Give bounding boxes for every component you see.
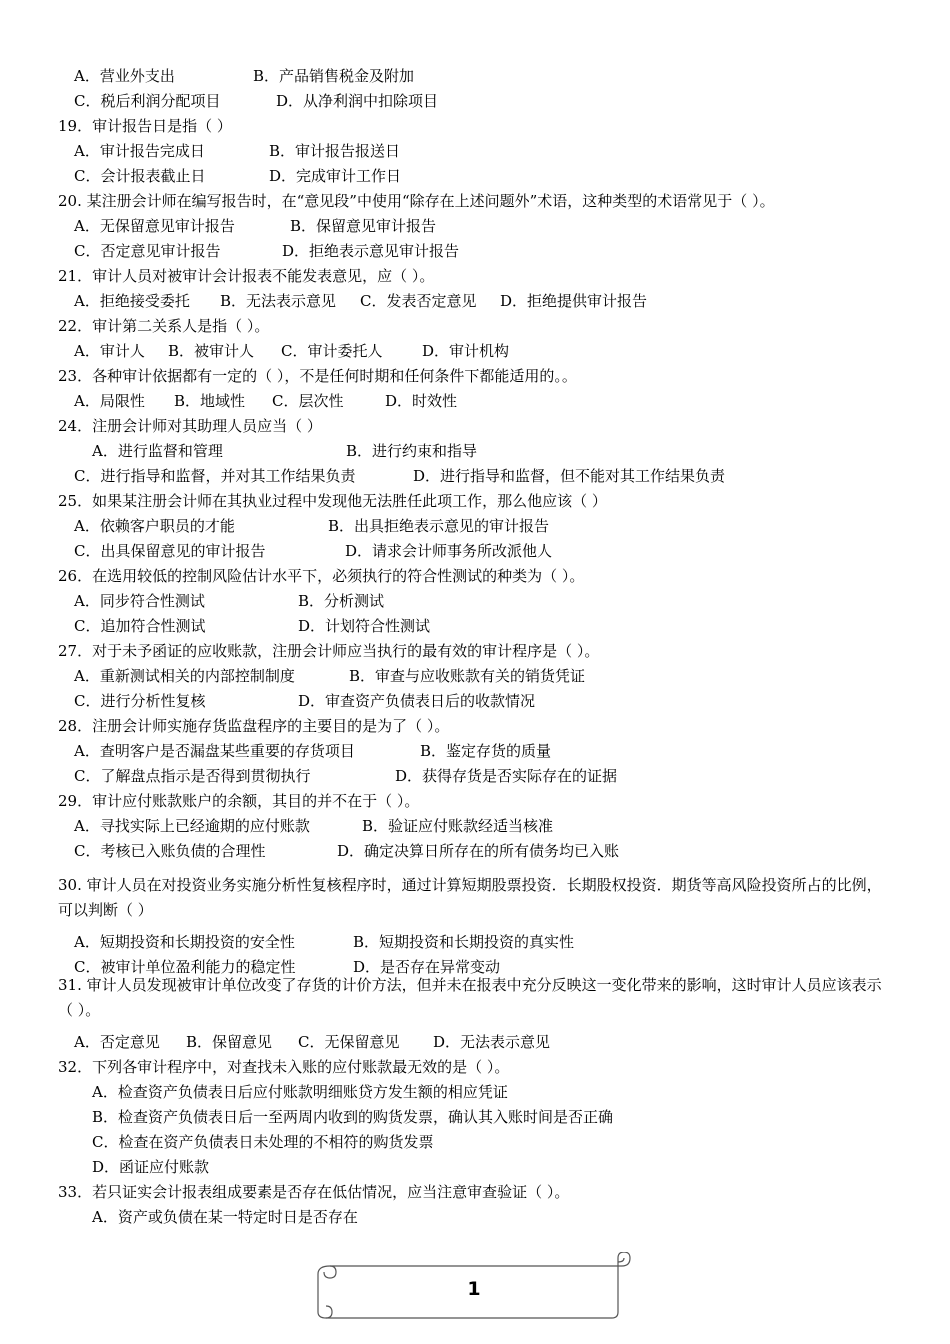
option-text: B．地域性 <box>174 392 246 410</box>
line-text: 32．下列各审计程序中，对查找未入账的应付账款最无效的是（ ）。 <box>58 1058 510 1076</box>
line-text: A．短期投资和长期投资的安全性 <box>74 933 295 951</box>
question-30: 30. 审计人员在对投资业务实施分析性复核程序时，通过计算短期股票投资．长期股权投资．期货等高风险投资所占的比例，可以判断（ ） <box>58 876 882 919</box>
line-text: C．税后利润分配项目 <box>74 92 221 110</box>
option-text: D．审查资产负债表日后的收款情况 <box>298 692 536 710</box>
option-text: C．审计委托人 <box>281 342 383 360</box>
line-text: 20. 某注册会计师在编写报告时，在“意见段”中使用“除存在上述问题外”术语，这种类型的术语常见于（ ）。 <box>58 192 775 210</box>
line-text: A．无保留意见审计报告 <box>74 217 235 235</box>
line-text: A．同步符合性测试 <box>74 592 205 610</box>
line-text: 26．在选用较低的控制风险估计水平下，必须执行的符合性测试的种类为（ ）。 <box>58 567 585 585</box>
option-text: D．审计机构 <box>422 342 510 360</box>
page-number: 1 <box>467 1278 481 1300</box>
option-text: B．短期投资和长期投资的真实性 <box>353 933 575 951</box>
option-text: D．请求会计师事务所改派他人 <box>345 542 553 560</box>
option-text: D．获得存货是否实际存在的证据 <box>395 767 618 785</box>
line-text: A．查明客户是否漏盘某些重要的存货项目 <box>74 742 355 760</box>
line-text: C．进行指导和监督，并对其工作结果负责 <box>74 467 356 485</box>
option-text: B．保留意见审计报告 <box>290 217 437 235</box>
line-text: C．了解盘点指示是否得到贯彻执行 <box>74 767 311 785</box>
line-text: A．检查资产负债表日后应付账款明细账贷方发生额的相应凭证 <box>92 1083 508 1101</box>
option-text: D．是否存在异常变动 <box>353 958 501 976</box>
line-text: C．考核已入账负债的合理性 <box>74 842 266 860</box>
line-text: A．拒绝接受委托 <box>74 292 190 310</box>
option-text: D．进行指导和监督，但不能对其工作结果负责 <box>413 467 726 485</box>
line-text: 28．注册会计师实施存货监盘程序的主要目的是为了（ ）。 <box>58 717 450 735</box>
line-text: 24．注册会计师对其助理人员应当（ ） <box>58 417 322 435</box>
option-text: D．计划符合性测试 <box>298 617 431 635</box>
option-text: B．无法表示意见 <box>220 292 337 310</box>
option-text: C．层次性 <box>272 392 344 410</box>
line-text: A．资产或负债在某一特定时日是否存在 <box>92 1208 358 1226</box>
option-text: C．发表否定意见 <box>360 292 477 310</box>
line-text: 19．审计报告日是指（ ） <box>58 117 232 135</box>
line-text: A．营业外支出 <box>74 67 175 85</box>
option-text: B．验证应付账款经适当核准 <box>362 817 554 835</box>
option-text: B．产品销售税金及附加 <box>253 67 415 85</box>
option-text: B．分析测试 <box>298 592 385 610</box>
line-text: C．进行分析性复核 <box>74 692 206 710</box>
option-text: B．被审计人 <box>168 342 255 360</box>
line-text: 21．审计人员对被审计会计报表不能发表意见，应（ ）。 <box>58 267 435 285</box>
line-text: C．被审计单位盈利能力的稳定性 <box>74 958 296 976</box>
line-text: 27．对于未予函证的应收账款，注册会计师应当执行的最有效的审计程序是（ ）。 <box>58 642 600 660</box>
option-text: C．无保留意见 <box>298 1033 400 1051</box>
option-text: D．从净利润中扣除项目 <box>276 92 439 110</box>
line-text: B．检查资产负债表日后一至两周内收到的购货发票，确认其入账时间是否正确 <box>92 1108 614 1126</box>
line-text: C．否定意见审计报告 <box>74 242 221 260</box>
line-text: C．会计报表截止日 <box>74 167 206 185</box>
line-text: 22．审计第二关系人是指（ ）。 <box>58 317 270 335</box>
option-text: B．出具拒绝表示意见的审计报告 <box>328 517 550 535</box>
line-text: A．审计报告完成日 <box>74 142 205 160</box>
option-text: D．拒绝表示意见审计报告 <box>282 242 460 260</box>
line-text: A．审计人 <box>74 342 145 360</box>
line-text: A．重新测试相关的内部控制制度 <box>74 667 295 685</box>
option-text: D．确定决算日所存在的所有债务均已入账 <box>337 842 620 860</box>
line-text: 25．如果某注册会计师在其执业过程中发现他无法胜任此项工作，那么他应该（ ） <box>58 492 607 510</box>
question-31: 31. 审计人员发现被审计单位改变了存货的计价方法，但并未在报表中充分反映这一变化带来的影响，这时审计人员应该表示（ ）。 <box>58 976 882 1019</box>
line-text: A．否定意见 <box>74 1033 160 1051</box>
page-footer-scroll <box>312 1252 636 1324</box>
line-text: 29．审计应付账款账户的余额，其目的并不在于（ ）。 <box>58 792 420 810</box>
line-text: C．出具保留意见的审计报告 <box>74 542 266 560</box>
option-text: B．保留意见 <box>186 1033 273 1051</box>
option-text: D．拒绝提供审计报告 <box>500 292 648 310</box>
line-text: 23．各种审计依据都有一定的（ ），不是任何时期和任何条件下都能适用的。。 <box>58 367 577 385</box>
option-text: B．审查与应收账款有关的销货凭证 <box>349 667 586 685</box>
line-text: A．寻找实际上已经逾期的应付账款 <box>74 817 310 835</box>
line-text: A．进行监督和管理 <box>92 442 223 460</box>
option-text: D．无法表示意见 <box>433 1033 551 1051</box>
line-text: A．局限性 <box>74 392 145 410</box>
option-text: B．审计报告报送日 <box>269 142 401 160</box>
line-text: A．依赖客户职员的才能 <box>74 517 235 535</box>
option-text: D．时效性 <box>385 392 458 410</box>
line-text: D．函证应付账款 <box>92 1158 210 1176</box>
option-text: B．进行约束和指导 <box>346 442 478 460</box>
line-text: 33．若只证实会计报表组成要素是否存在低估情况，应当注意审查验证（ ）。 <box>58 1183 570 1201</box>
line-text: C．检查在资产负债表日未处理的不相符的购货发票 <box>92 1133 434 1151</box>
option-text: D．完成审计工作日 <box>269 167 402 185</box>
line-text: C．追加符合性测试 <box>74 617 206 635</box>
option-text: B．鉴定存货的质量 <box>420 742 552 760</box>
